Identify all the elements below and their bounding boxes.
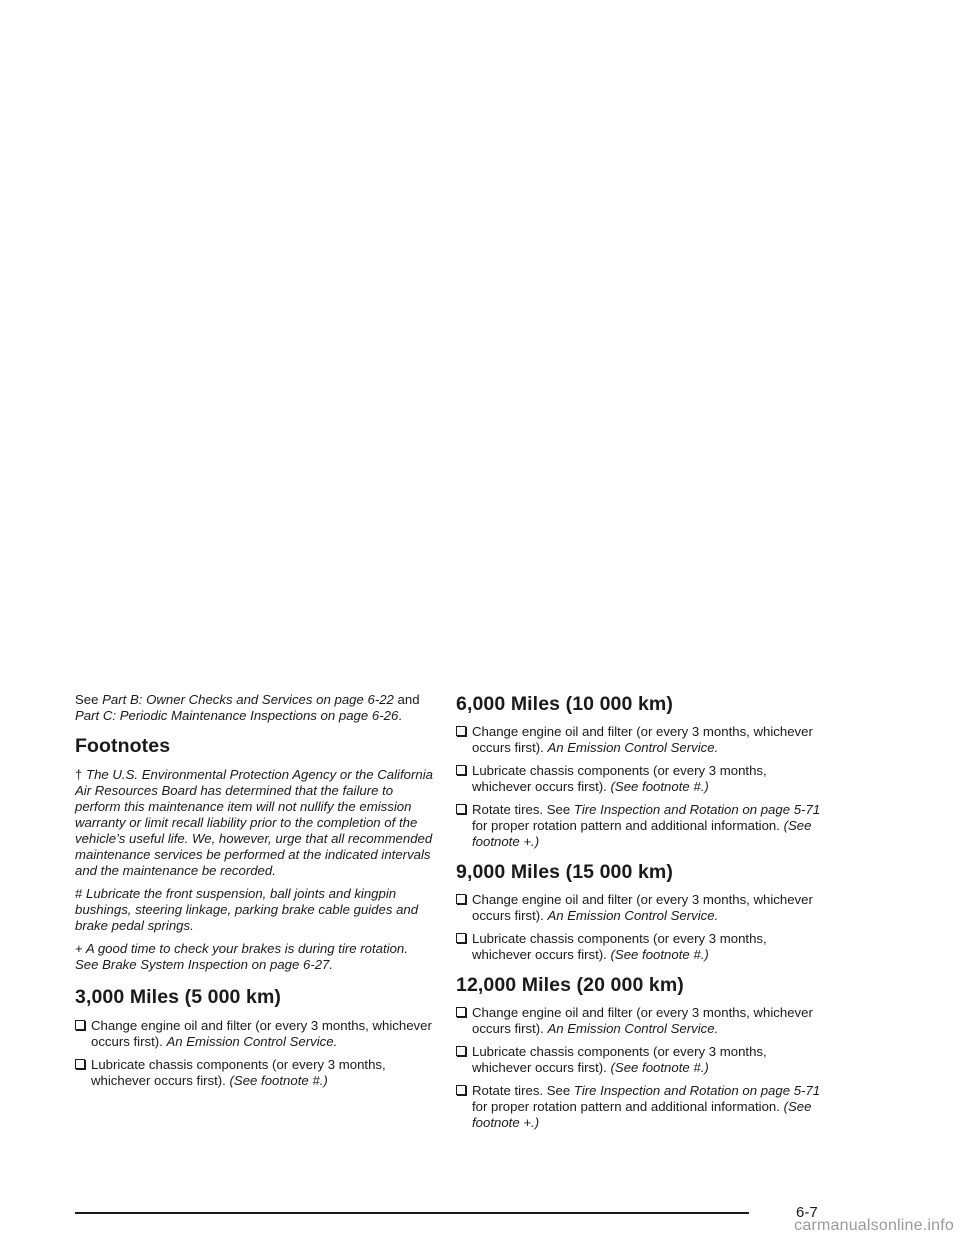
item-note: An Emission Control Service. (547, 908, 719, 923)
item-text: Lubricate chassis components (or every 3 months, whichever occurs first). (472, 931, 767, 962)
checklist-item (456, 1044, 826, 1076)
left-column (75, 692, 435, 1096)
section-heading-6000: 6,000 Miles (10 000 km) (456, 693, 673, 715)
item-text: Change engine oil and filter (or every 3 months, whichever occurs first). (472, 1005, 813, 1036)
intro-paragraph (75, 692, 435, 724)
checkbox-icon (456, 1046, 466, 1056)
item-text: Change engine oil and filter (or every 3 months, whichever occurs first). (91, 1018, 432, 1049)
checklist-item (456, 802, 826, 850)
item-note: An Emission Control Service. (166, 1034, 338, 1049)
item-note: (See footnote #.) (610, 1060, 709, 1075)
item-text: Lubricate chassis components (or every 3 months, whichever occurs first). (472, 1044, 767, 1075)
footer-rule (75, 1212, 749, 1214)
item-note: (See footnote +.) (472, 1099, 812, 1130)
item-text: Rotate tires. See (472, 1083, 574, 1098)
item-reference: Tire Inspection and Rotation on page 5-71 (573, 1083, 821, 1098)
item-text: for proper rotation pattern and additional information. (472, 818, 784, 833)
item-note: An Emission Control Service. (547, 740, 719, 755)
checkbox-icon (456, 804, 466, 814)
checklist-item (456, 892, 826, 924)
item-note: (See footnote #.) (229, 1073, 328, 1088)
section-heading-9000: 9,000 Miles (15 000 km) (456, 861, 673, 883)
footnote-text: The U.S. Environmental Protection Agency or the California Air Resources Board has determined that the failure to perform this maintenance item will not nullify the emission warranty or limit recall liability prior to the completion of the vehicle’s useful life. We, however, urge that all recommended maintenance services be performed at the indicated intervals and the maintenance be recorded. (75, 767, 433, 878)
footnote-symbol: + (75, 941, 83, 956)
item-text: Lubricate chassis components (or every 3 months, whichever occurs first). (91, 1057, 386, 1088)
page-number: 6-7 (796, 1204, 818, 1221)
footnote-symbol: † (75, 767, 83, 782)
checklist-item (75, 1057, 435, 1089)
right-column (456, 692, 826, 1138)
watermark-text: carmanualsonline.info (794, 1217, 954, 1234)
checklist-item (456, 724, 826, 756)
item-text: Change engine oil and filter (or every 3 months, whichever occurs first). (472, 892, 813, 923)
footnotes-heading: Footnotes (75, 735, 171, 757)
checkbox-icon (456, 726, 466, 736)
checkbox-icon (456, 765, 466, 775)
item-reference: Tire Inspection and Rotation on page 5-71 (573, 802, 821, 817)
item-note: (See footnote #.) (610, 779, 709, 794)
checklist-item (75, 1018, 435, 1050)
checklist-item (456, 1005, 826, 1037)
item-text: Change engine oil and filter (or every 3 months, whichever occurs first). (472, 724, 813, 755)
checkbox-icon (75, 1020, 85, 1030)
item-note: (See footnote +.) (472, 818, 812, 849)
item-text: for proper rotation pattern and additional information. (472, 1099, 784, 1114)
item-note: An Emission Control Service. (547, 1021, 719, 1036)
part-c-reference: Part C: Periodic Maintenance Inspections on page 6-26 (75, 708, 399, 723)
part-b-reference: Part B: Owner Checks and Services on page 6-22 (102, 692, 394, 707)
checklist-item (456, 763, 826, 795)
footnote-plus (75, 941, 435, 973)
checkbox-icon (456, 933, 466, 943)
checkbox-icon (456, 1007, 466, 1017)
intro-and-text: and (393, 692, 420, 707)
intro-see-text: See (75, 692, 103, 707)
item-text: Rotate tires. See (472, 802, 574, 817)
item-note: (See footnote #.) (610, 947, 709, 962)
checklist-item (456, 931, 826, 963)
intro-end: . (398, 708, 402, 723)
footnote-dagger (75, 767, 435, 879)
footnote-symbol: # (75, 886, 83, 901)
checkbox-icon (456, 894, 466, 904)
footnote-text: Lubricate the front suspension, ball joints and kingpin bushings, steering linkage, parking brake cable guides and brake pedal springs. (75, 886, 419, 933)
section-heading-3000: 3,000 Miles (5 000 km) (75, 986, 281, 1008)
footnote-text: A good time to check your brakes is during tire rotation. See Brake System Inspection on page 6-27. (75, 941, 408, 972)
checkbox-icon (456, 1085, 466, 1095)
checkbox-icon (75, 1059, 85, 1069)
section-heading-12000: 12,000 Miles (20 000 km) (456, 974, 684, 996)
footnote-hash (75, 886, 435, 934)
item-text: Lubricate chassis components (or every 3 months, whichever occurs first). (472, 763, 767, 794)
checklist-item (456, 1083, 826, 1131)
